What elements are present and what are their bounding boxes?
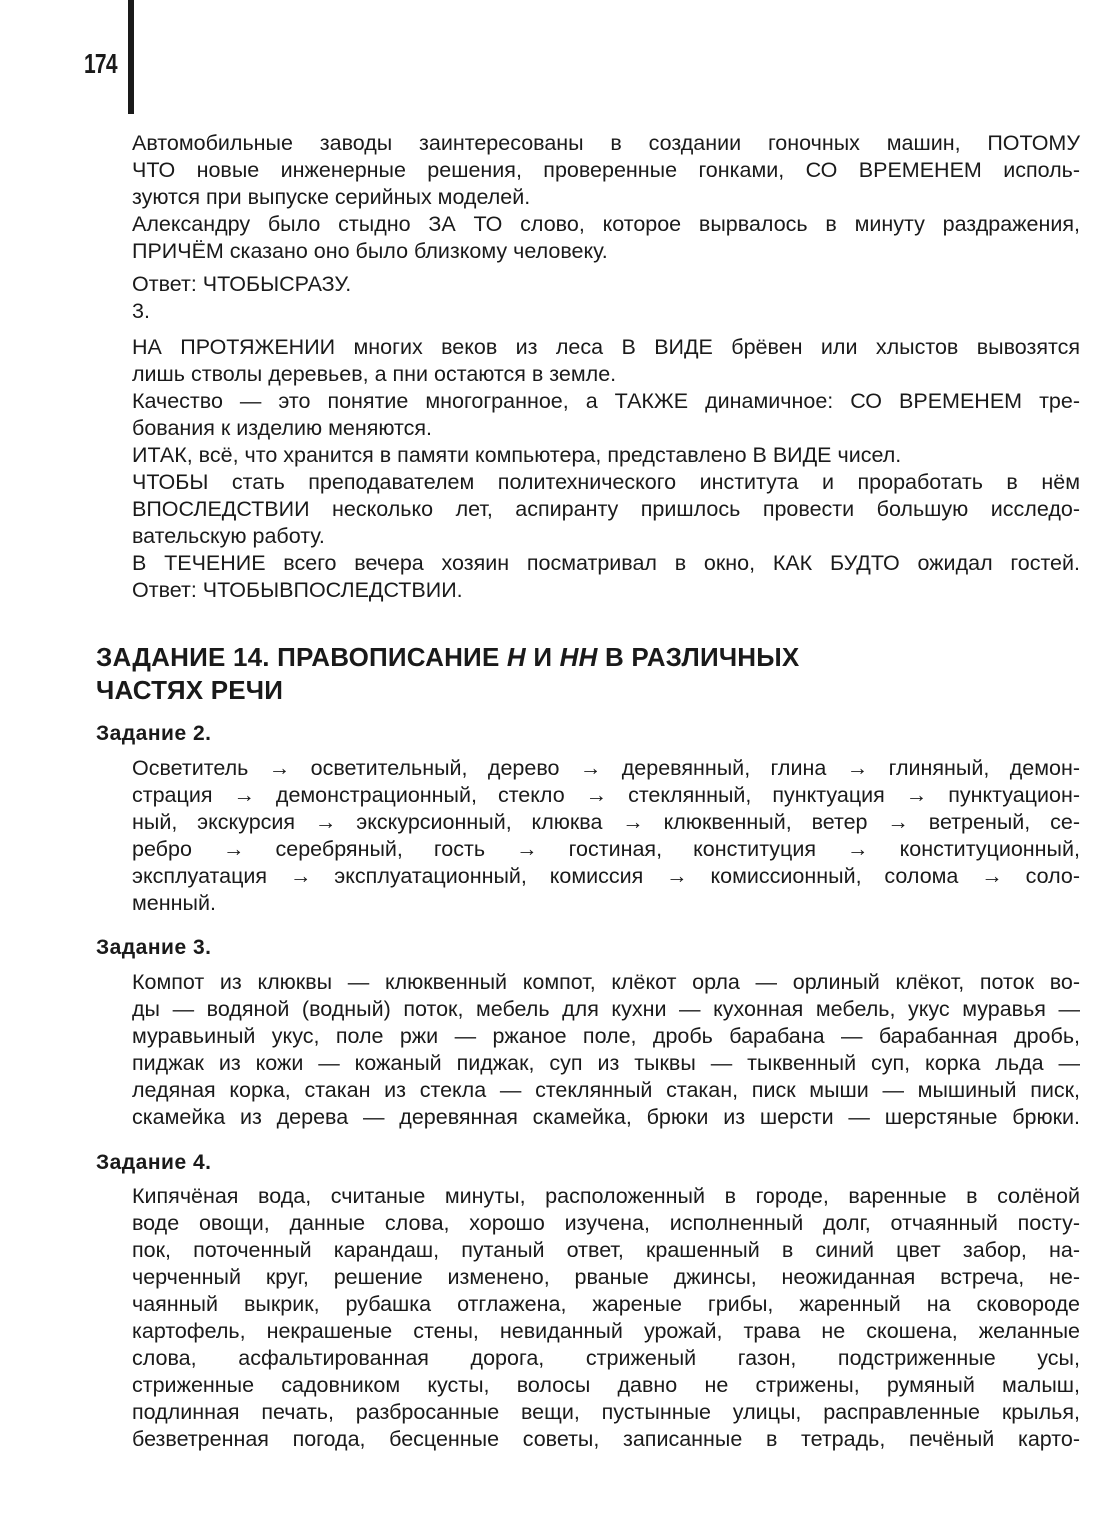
page-margin-rule xyxy=(128,0,134,114)
text-line: пок, поточенный карандаш, путаный ответ, крашенный в синий цвет забор, на- xyxy=(132,1238,1080,1262)
text-line: В ТЕЧЕНИЕ всего вечера хозяин посматривал в окно, КАК БУДТО ожидал гостей. xyxy=(132,551,1080,575)
paragraph-block-2 xyxy=(132,334,1080,604)
section-title-line-2: ЧАСТЯХ РЕЧИ xyxy=(96,675,284,705)
text-line: слова, асфальтированная дорога, стриженый газон, подстриженные усы, xyxy=(132,1346,1080,1370)
text-line: муравьиный укус, поле ржи — ржаное поле, дробь барабана — барабанная дробь, xyxy=(132,1024,1080,1048)
text-line: безветренная погода, бесценные советы, записанные в тетрадь, печёный карто- xyxy=(132,1427,1080,1451)
text-line: ИТАК, всё, что хранится в памяти компьютера, представлено В ВИДЕ чисел. xyxy=(132,443,902,467)
task-4-heading: Задание 4. xyxy=(96,1151,212,1174)
text-line: пиджак из кожи — кожаный пиджак, суп из тыквы — тыквенный суп, корка льда — xyxy=(132,1051,1080,1075)
text-line: ребро → серебряный, гость → гостиная, конституция → конституционный, xyxy=(132,837,1080,861)
text-line: менный. xyxy=(132,891,216,915)
text-line: черченный круг, решение изменено, рваные джинсы, неожиданная встреча, не- xyxy=(132,1265,1080,1289)
item-number: 3. xyxy=(132,299,150,323)
task-2-body xyxy=(132,755,1080,917)
text-line: картофель, некрашеные стены, невиданный урожай, трава не скошена, желанные xyxy=(132,1319,1080,1343)
text-line: ЧТОБЫ стать преподавателем политехнического института и проработать в нём xyxy=(132,470,1080,494)
text-line: вательскую работу. xyxy=(132,524,325,548)
text-line: Ответ: ЧТОБЫВПОСЛЕДСТВИИ. xyxy=(132,578,463,602)
text-line: ВПОСЛЕДСТВИИ несколько лет, аспиранту пришлось провести большую исследо- xyxy=(132,497,1080,521)
task-2-heading: Задание 2. xyxy=(96,722,212,745)
text-line: чаянный выкрик, рубашка отглажена, жареные грибы, жаренный на сковороде xyxy=(132,1292,1080,1316)
answer-line-1 xyxy=(132,271,1080,298)
text-line: воде овощи, данные слова, хорошо изучена, исполненный долг, отчаянный посту- xyxy=(132,1211,1080,1235)
task-3-heading: Задание 3. xyxy=(96,936,212,959)
text-line: ЧТО новые инженерные решения, проверенные гонками, СО ВРЕМЕНЕМ исполь- xyxy=(132,158,1080,182)
text-line: эксплуатация → эксплуатационный, комиссия → комиссионный, солома → соло- xyxy=(132,864,1080,888)
text-line: подлинная печать, разбросанные вещи, пустынные улицы, расправленные крылья, xyxy=(132,1400,1080,1424)
task-3-body xyxy=(132,969,1080,1131)
paragraph-block-1 xyxy=(132,130,1080,265)
text-line: Осветитель → осветительный, дерево → деревянный, глина → глиняный, демон- xyxy=(132,756,1080,780)
text-line: Кипячёная вода, считаные минуты, расположенный в городе, варенные в солёной xyxy=(132,1184,1080,1208)
text-line: Александру было стыдно ЗА ТО слово, которое вырвалось в минуту раздражения, xyxy=(132,212,1080,236)
section-title xyxy=(96,641,799,707)
text-line: ный, экскурсия → экскурсионный, клюква → клюквенный, ветер → ветреный, се- xyxy=(132,810,1080,834)
text-line: Компот из клюквы — клюквенный компот, клёкот орла — орлиный клёкот, поток во- xyxy=(132,970,1080,994)
text-line: НА ПРОТЯЖЕНИИ многих веков из леса В ВИДЕ брёвен или хлыстов вывозятся xyxy=(132,335,1080,359)
page-number: 174 xyxy=(84,48,117,79)
text-line: Автомобильные заводы заинтересованы в создании гоночных машин, ПОТОМУ xyxy=(132,131,1080,155)
text-line: скамейка из дерева — деревянная скамейка, брюки из шерсти — шерстяные брюки. xyxy=(132,1105,1080,1129)
text-line: ды — водяной (водный) поток, мебель для кухни — кухонная мебель, укус муравья — xyxy=(132,997,1080,1021)
section-title-line-1: ЗАДАНИЕ 14. ПРАВОПИСАНИЕ Н И НН В РАЗЛИЧНЫХ xyxy=(96,642,800,672)
text-line: Качество — это понятие многогранное, а ТАКЖЕ динамичное: СО ВРЕМЕНЕМ тре- xyxy=(132,389,1080,413)
task-4-body xyxy=(132,1183,1080,1453)
text-line: ПРИЧЁМ сказано оно было близкому человеку. xyxy=(132,239,608,263)
text-line: стриженные садовником кусты, волосы давно не стрижены, румяный малыш, xyxy=(132,1373,1080,1397)
answer-text: Ответ: ЧТОБЫСРАЗУ. xyxy=(132,272,352,296)
text-line: ледяная корка, стакан из стекла — стеклянный стакан, писк мыши — мышиный писк, xyxy=(132,1078,1080,1102)
text-line: зуются при выпуске серийных моделей. xyxy=(132,185,531,209)
text-line: лишь стволы деревьев, а пни остаются в земле. xyxy=(132,362,617,386)
text-line: бования к изделию меняются. xyxy=(132,416,433,440)
item-number-3 xyxy=(132,298,1080,325)
text-line: страция → демонстрационный, стекло → стеклянный, пунктуация → пунктуацион- xyxy=(132,783,1080,807)
